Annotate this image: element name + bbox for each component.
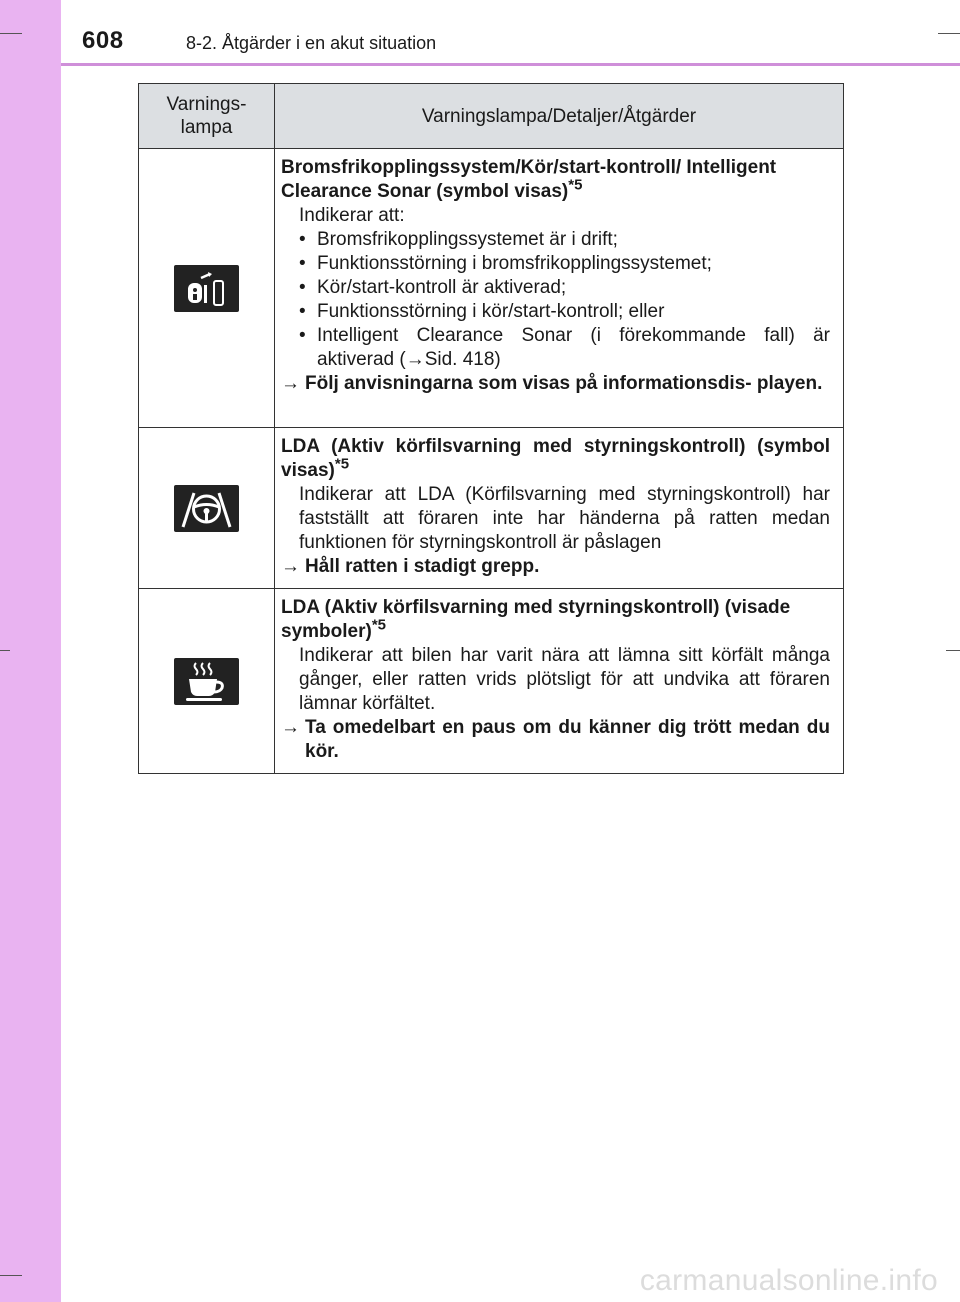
- crop-mark: [946, 650, 960, 651]
- list-item: • Bromsfrikopplingssystemet är i drift;: [299, 229, 618, 250]
- row-title: Bromsfrikopplingssystem/Kör/start-kontroll/ Intelligent Clearance Sonar (symbol visas)$^{*5}$: [281, 157, 777, 202]
- brake-hold-sonar-icon: [174, 265, 239, 312]
- footer-watermark: carmanualsonline.info: [639, 1264, 938, 1297]
- section-title: 8-2. Åtgärder i en akut situation: [186, 33, 437, 53]
- crop-mark: [938, 33, 960, 34]
- coffee-cup-icon: [174, 658, 239, 705]
- crop-mark: [0, 33, 22, 34]
- icon-cell: [139, 589, 275, 774]
- list-item: • Funktionsstörning i bromsfrikopplingssystemet;: [299, 253, 712, 274]
- row-intro: Indikerar att bilen har varit nära att lämna sitt körfält många gånger, eller ratten vrids plötsligt för att undvika att föraren lämnar körfältet.: [299, 645, 830, 714]
- details-cell: [275, 149, 844, 428]
- col-header-lamp: Varnings- lampa: [139, 84, 275, 149]
- row-intro: Indikerar att:: [299, 205, 405, 226]
- side-color-band: [0, 0, 61, 1302]
- action-text: → Ta omedelbart en paus om du känner dig trött medan du kör.: [281, 717, 830, 762]
- warning-lamp-table: [138, 83, 844, 774]
- icon-cell: [139, 428, 275, 589]
- list-item: • Intelligent Clearance Sonar (i förekommande fall) är aktiverad (→Sid. 418): [299, 325, 830, 370]
- col-header-details: Varningslampa/Detaljer/Åtgärder: [275, 84, 844, 149]
- details-cell: [275, 589, 844, 774]
- table-row: [139, 428, 844, 589]
- details-cell: [275, 428, 844, 589]
- crop-mark: [0, 1275, 22, 1276]
- crop-mark: [0, 650, 10, 651]
- action-text: → Håll ratten i stadigt grepp.: [281, 556, 540, 577]
- page-number: 608: [82, 27, 124, 54]
- arrow-icon: →: [281, 556, 300, 577]
- row-intro: Indikerar att LDA (Körfilsvarning med styrningskontroll) har fastställt att föraren inte har händerna på ratten medan funktionen för styrningskontroll är påslagen: [299, 484, 830, 553]
- arrow-icon: →: [281, 717, 300, 738]
- row-title: LDA (Aktiv körfilsvarning med styrningskontroll) (visade symboler)$^{*5}$: [281, 597, 791, 642]
- action-text: → Följ anvisningarna som visas på informationsdis- playen.: [281, 373, 823, 394]
- table-row: [139, 149, 844, 428]
- header-rule: [61, 63, 960, 66]
- list-item: • Kör/start-kontroll är aktiverad;: [299, 277, 567, 298]
- row-title: LDA (Aktiv körfilsvarning med styrningskontroll) (symbol visas)$^{*5}$: [281, 436, 830, 481]
- icon-cell: [139, 149, 275, 428]
- list-item: • Funktionsstörning i kör/start-kontroll; eller: [299, 301, 665, 322]
- table-header-row: [139, 84, 844, 149]
- arrow-icon: →: [281, 373, 300, 394]
- steering-wheel-lane-icon: [174, 485, 239, 532]
- table-row: [139, 589, 844, 774]
